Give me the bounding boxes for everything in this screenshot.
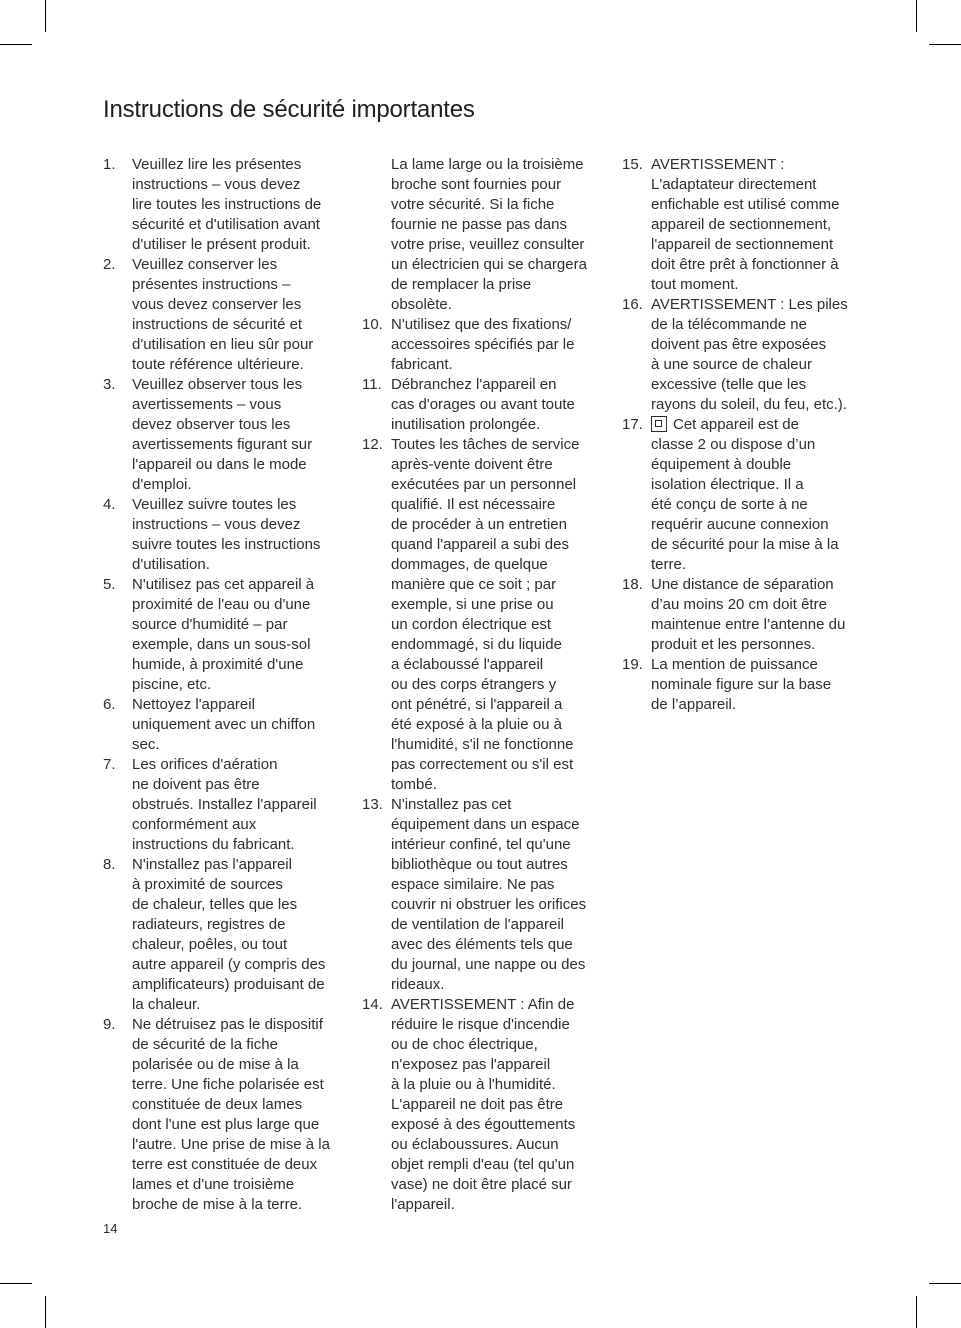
list-item: [622, 295, 867, 415]
list-item: [622, 655, 867, 715]
list-item-continuation: [362, 155, 607, 315]
item-text: Ne détruisez pas le dispositif de sécurité de la fiche polarisée ou de mise à la terre. Une fiche polarisée est constituée de deux lames dont l'une est plus large que l'autre. Une prise de mise à la terre est constituée de deux lames et d'une troisième broche de mise à la terre.: [132, 1016, 330, 1213]
list-item: [103, 375, 348, 495]
item-number: 10.: [362, 316, 383, 333]
list-item: [362, 795, 607, 995]
list-item: [103, 755, 348, 855]
item-number: 13.: [362, 796, 383, 813]
item-text: La mention de puissance nominale figure sur la base de l’appareil.: [651, 656, 832, 713]
instructions-column-2: [362, 155, 607, 1215]
item-number: 9.: [103, 1016, 116, 1033]
list-item: [622, 155, 867, 295]
list-item: [362, 995, 607, 1215]
crop-mark: [45, 0, 46, 32]
crop-mark: [916, 0, 917, 32]
list-item: [103, 695, 348, 755]
item-text: N'utilisez pas cet appareil à proximité de l'eau ou d'une source d'humidité – par exemple, dans un sous-sol humide, à proximité d'une piscine, etc.: [132, 576, 315, 693]
item-number: 11.: [362, 376, 382, 393]
item-number: 4.: [103, 496, 116, 513]
item-text: La lame large ou la troisième broche sont fournies pour votre sécurité. Si la fiche fournie ne passe pas dans votre prise, veuillez consulter un électricien qui se chargera de remplacer la prise obsolète.: [391, 156, 587, 313]
item-text: Veuillez lire les présentes instructions – vous devez lire toutes les instructions de sécurité et d'utilisation avant d'utiliser le présent produit.: [132, 156, 322, 253]
item-text: N'installez pas cet équipement dans un espace intérieur confiné, tel qu'une bibliothèque ou tout autres espace similaire. Ne pas couvrir ni obstruer les orifices de ventilation de l'appareil avec des éléments tels que du journal, une nappe ou des rideaux.: [391, 796, 587, 993]
item-text: Toutes les tâches de service après-vente doivent être exécutées par un personnel qualifié. Il est nécessaire de procéder à un entretien quand l'appareil a subi des dommages, de quelque manière que ce soit ; par exemple, si une prise ou un cordon électrique est endommagé, si du liquide a éclaboussé l'appareil ou des corps étrangers y ont pénétré, si l'appareil a été exposé à la pluie ou à l'humidité, s'il ne fonctionne pas correctement ou s'il est tombé.: [391, 436, 580, 793]
item-text: AVERTISSEMENT : L'adaptateur directement enfichable est utilisé comme appareil de sectionnement, l'appareil de sectionnement doit être prêt à fonctionner à tout moment.: [651, 156, 840, 293]
list-item: [362, 375, 607, 435]
item-number: 18.: [622, 576, 643, 593]
crop-mark: [929, 44, 961, 45]
item-number: 16.: [622, 296, 643, 313]
item-text: Veuillez conserver les présentes instructions – vous devez conserver les instructions de sécurité et d'utilisation en lieu sûr pour toute référence ultérieure.: [132, 256, 314, 373]
item-text: Veuillez observer tous les avertissements – vous devez observer tous les avertissements figurant sur l'appareil ou dans le mode d'emploi.: [132, 376, 313, 493]
list-item: [103, 855, 348, 1015]
item-text: AVERTISSEMENT : Afin de réduire le risque d'incendie ou de choc électrique, n'exposez pas l'appareil à la pluie ou à l'humidité. L'appareil ne doit pas être exposé à des égouttements ou éclaboussures. Aucun objet rempli d'eau (tel qu'un vase) ne doit être placé sur l'appareil.: [391, 996, 576, 1213]
item-text: N'utilisez que des fixations/ accessoires spécifiés par le fabricant.: [391, 316, 575, 373]
list-item: [103, 575, 348, 695]
item-number: 17.: [622, 416, 643, 433]
item-number: 5.: [103, 576, 116, 593]
page-number: 14: [103, 1221, 118, 1236]
list-item: [103, 1015, 348, 1215]
item-text: Les orifices d'aération ne doivent pas être obstrués. Installez l'appareil conformément aux instructions du fabricant.: [132, 756, 317, 853]
item-text: Nettoyez l'appareil uniquement avec un chiffon sec.: [132, 696, 316, 753]
item-number: 6.: [103, 696, 116, 713]
item-number: 1.: [103, 156, 116, 173]
item-text: [651, 415, 867, 575]
list-item: [362, 435, 607, 795]
list-item: [362, 315, 607, 375]
item-number: 7.: [103, 756, 116, 773]
item-number: 3.: [103, 376, 116, 393]
class-ii-double-square-icon: [651, 416, 667, 432]
crop-mark: [45, 1296, 46, 1328]
list-item: [103, 495, 348, 575]
item-number: 8.: [103, 856, 116, 873]
list-item: [622, 415, 867, 575]
list-item: [103, 255, 348, 375]
instructions-column-1: [103, 155, 348, 1215]
item-number: 19.: [622, 656, 643, 673]
page-title: Instructions de sécurité importantes: [103, 96, 475, 123]
crop-mark: [929, 1283, 961, 1284]
item-number: 12.: [362, 436, 383, 453]
item-text: Veuillez suivre toutes les instructions – vous devez suivre toutes les instructions d'utilisation.: [132, 496, 321, 573]
item-text: N'installez pas l'appareil à proximité de sources de chaleur, telles que les radiateurs, registres de chaleur, poêles, ou tout autre appareil (y compris des amplificateurs) produisant de la chaleur.: [132, 856, 326, 1013]
list-item: [622, 575, 867, 655]
item-text: Débranchez l'appareil en cas d'orages ou avant toute inutilisation prolongée.: [391, 376, 575, 433]
list-item: [103, 155, 348, 255]
item-number: 2.: [103, 256, 116, 273]
crop-mark: [916, 1296, 917, 1328]
crop-mark: [0, 1283, 32, 1284]
crop-mark: [0, 44, 32, 45]
item-text: Une distance de séparation d’au moins 20 cm doit être maintenue entre l’antenne du produit et les personnes.: [651, 576, 846, 653]
instructions-column-3: [622, 155, 867, 715]
item-text: AVERTISSEMENT : Les piles de la télécommande ne doivent pas être exposées à une source de chaleur excessive (telle que les rayons du soleil, du feu, etc.).: [651, 296, 848, 413]
item-number: 14.: [362, 996, 383, 1013]
item-number: 15.: [622, 156, 643, 173]
item-text-body: Cet appareil est de classe 2 ou dispose d’un équipement à double isolation électrique. Il a été conçu de sorte à ne requérir aucune connexion de sécurité pour la mise à la terre.: [651, 416, 839, 573]
